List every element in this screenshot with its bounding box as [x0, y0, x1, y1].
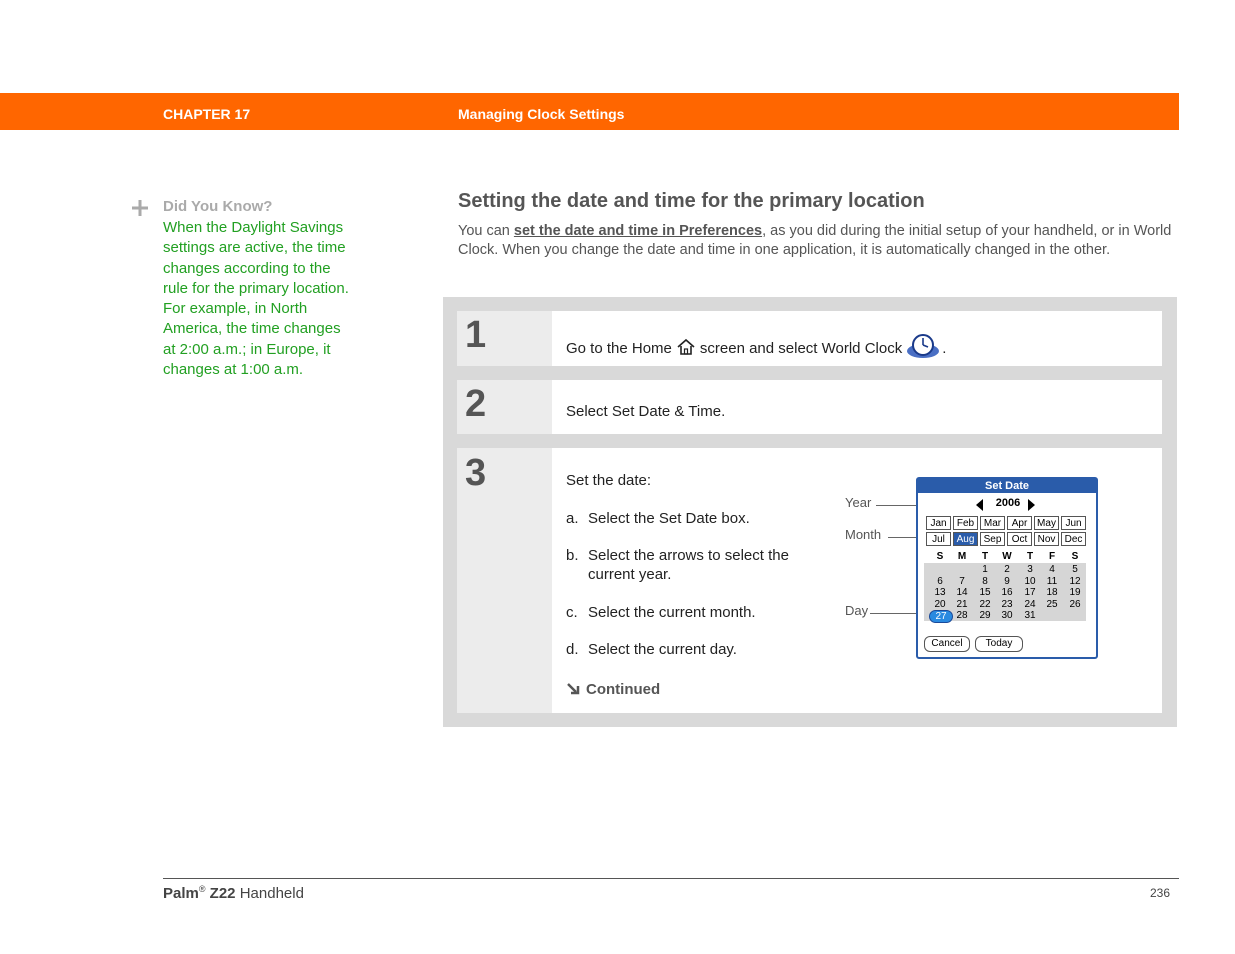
step-3-number: 3 — [465, 452, 487, 494]
calendar-day[interactable]: 17 — [1024, 587, 1036, 598]
today-button[interactable]: Today — [975, 636, 1023, 652]
footer-model: Z22 — [209, 885, 236, 902]
month-apr[interactable]: Apr — [1007, 516, 1032, 530]
month-dec[interactable]: Dec — [1061, 532, 1086, 546]
intro-prefix: You can — [458, 223, 514, 239]
home-icon — [676, 338, 696, 356]
tip-body: When the Daylight Savings settings are active, the time changes according to the rule for the primary location. For example, in North America, the time changes at 2:00 a.m.; in Europe, it changes at 1:00 a.m. — [163, 219, 349, 379]
calendar-day[interactable]: 18 — [1046, 587, 1058, 598]
set-date-title: Set Date — [918, 479, 1096, 493]
footer-rule — [163, 878, 1179, 879]
calendar-day[interactable]: 26 — [1069, 598, 1081, 610]
calendar-day[interactable]: 23 — [1001, 598, 1013, 610]
calendar-day[interactable]: 25 — [1046, 598, 1058, 610]
footer-product — [163, 884, 304, 902]
month-nov[interactable]: Nov — [1034, 532, 1059, 546]
calendar-day[interactable]: 31 — [1024, 610, 1036, 621]
calendar-day[interactable]: 14 — [956, 587, 968, 598]
chapter-label: CHAPTER 17 — [163, 106, 251, 122]
weekday-label: S — [936, 551, 944, 562]
set-date-screen — [916, 477, 1098, 659]
month-aug[interactable]: Aug — [953, 532, 978, 546]
calendar-day[interactable]: 9 — [1004, 575, 1010, 587]
calendar-day[interactable]: 15 — [979, 587, 991, 598]
calendar-day[interactable]: 3 — [1027, 564, 1033, 575]
substep-letter: b. — [566, 547, 579, 564]
substep-text: Select the current month. — [588, 604, 756, 621]
calendar-day[interactable]: 16 — [1001, 587, 1013, 598]
month-jun[interactable]: Jun — [1061, 516, 1086, 530]
calendar-day[interactable]: 12 — [1069, 575, 1081, 587]
chapter-title: Managing Clock Settings — [458, 106, 625, 122]
step-1-text-after: . — [942, 340, 947, 357]
calendar-day[interactable]: 6 — [937, 575, 943, 587]
continued-label: Continued — [586, 681, 661, 698]
calendar-day[interactable]: 21 — [956, 598, 968, 610]
substep-text: Select the Set Date box. — [588, 510, 750, 527]
page-number: 236 — [1150, 886, 1171, 900]
month-sep[interactable]: Sep — [980, 532, 1005, 546]
calendar-day[interactable]: 5 — [1072, 564, 1078, 575]
month-jan[interactable]: Jan — [926, 516, 951, 530]
step-2-text: Select Set Date & Time. — [566, 403, 726, 420]
cancel-button[interactable]: Cancel — [924, 636, 970, 652]
weekday-label: M — [957, 551, 967, 562]
substep-b — [566, 546, 813, 584]
calendar-day[interactable]: 13 — [934, 587, 946, 598]
calendar-day[interactable]: 29 — [979, 610, 991, 621]
intro-paragraph — [458, 222, 1178, 260]
day-callout: Day — [845, 603, 869, 618]
weekday-label: W — [1002, 551, 1012, 562]
calendar-day[interactable]: 22 — [979, 598, 991, 610]
year-next-arrow[interactable] — [1028, 499, 1035, 511]
step-2-number: 2 — [465, 383, 487, 425]
calendar-day[interactable]: 4 — [1049, 564, 1055, 575]
month-may[interactable]: May — [1034, 516, 1059, 530]
weekday-label: S — [1071, 551, 1079, 562]
calendar-day[interactable]: 24 — [1024, 598, 1036, 610]
substep-text: Select the current day. — [588, 641, 737, 658]
calendar-day[interactable]: 1 — [982, 564, 988, 575]
continued-link[interactable] — [566, 681, 660, 698]
step-3-text: Set the date: — [566, 472, 652, 489]
step-1-text-before: Go to the Home — [566, 340, 672, 357]
calendar-day[interactable]: 2 — [1004, 564, 1010, 575]
month-jul[interactable]: Jul — [926, 532, 951, 546]
substep-letter: c. — [566, 604, 578, 621]
weekday-label: T — [981, 551, 989, 562]
continued-arrow-icon — [566, 682, 582, 696]
substep-text: Select the arrows to select the current year. — [588, 547, 789, 583]
calendar-day[interactable]: 7 — [959, 575, 965, 587]
year-value: 2006 — [995, 497, 1021, 509]
section-heading: Setting the date and time for the primary location — [458, 190, 925, 212]
footer-product-name: Handheld — [239, 885, 304, 902]
substep-c — [566, 603, 813, 622]
calendar-day[interactable]: 27 — [929, 610, 953, 623]
step-1-text-middle: screen and select World Clock — [699, 340, 903, 357]
month-feb[interactable]: Feb — [953, 516, 978, 530]
weekday-label: T — [1026, 551, 1034, 562]
world-clock-icon — [906, 333, 940, 359]
substep-d — [566, 640, 813, 659]
calendar-day[interactable]: 11 — [1046, 575, 1058, 587]
month-callout: Month — [845, 527, 882, 542]
step-1-text — [566, 333, 946, 359]
calendar-day[interactable]: 19 — [1069, 587, 1081, 598]
substep-a — [566, 509, 813, 528]
calendar-day[interactable]: 8 — [982, 575, 988, 587]
year-callout: Year — [845, 495, 872, 510]
footer-registered: ® — [198, 884, 206, 894]
intro-suffix: , as you did during the initial setup of your handheld, or in World Clock. When you change the date and time in one application, it is automatically changed in the other. — [458, 223, 1172, 258]
substep-letter: a. — [566, 510, 579, 527]
preferences-link[interactable]: set the date and time in Preferences — [513, 223, 763, 239]
step-1-number: 1 — [465, 314, 487, 356]
month-oct[interactable]: Oct — [1007, 532, 1032, 546]
calendar-day[interactable]: 28 — [956, 610, 968, 621]
tip-title: Did You Know? — [163, 198, 273, 215]
weekday-label: F — [1048, 551, 1056, 562]
substep-letter: d. — [566, 641, 579, 658]
plus-icon — [131, 199, 149, 217]
month-mar[interactable]: Mar — [980, 516, 1005, 530]
calendar-day[interactable]: 10 — [1024, 575, 1036, 587]
calendar-day[interactable]: 30 — [1001, 610, 1013, 621]
footer-brand: Palm — [163, 885, 199, 902]
calendar-day[interactable]: 20 — [934, 598, 946, 610]
